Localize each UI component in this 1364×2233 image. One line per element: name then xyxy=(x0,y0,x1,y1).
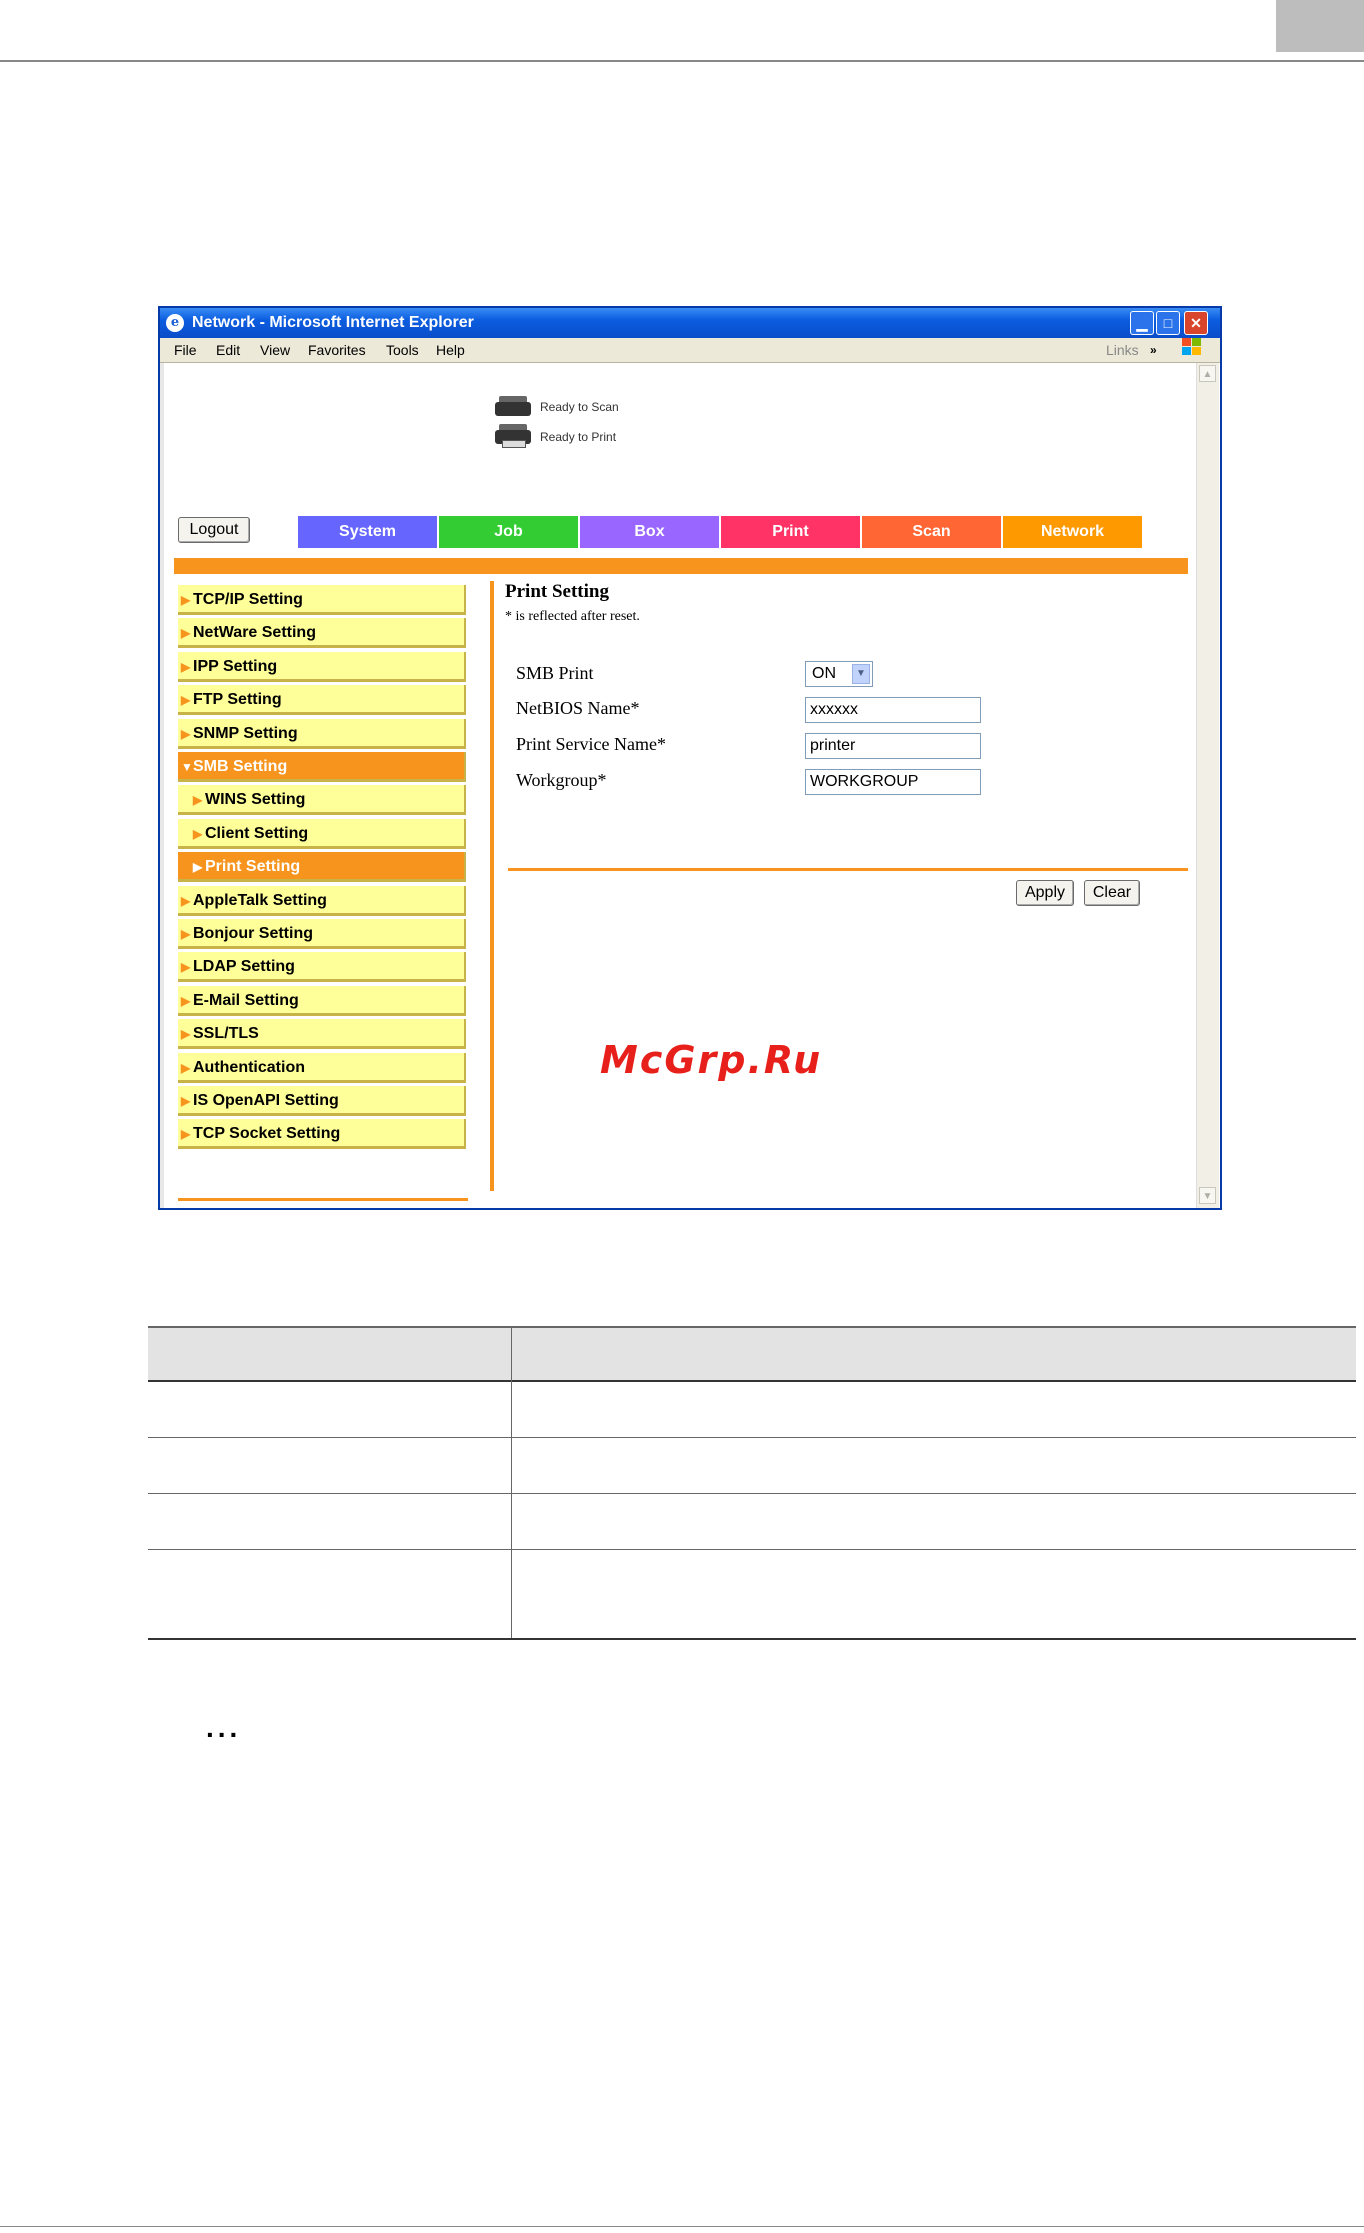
menu-view[interactable]: View xyxy=(260,342,291,358)
tab-network[interactable]: Network xyxy=(1003,516,1142,548)
sidebar-item-appletalk-setting[interactable] xyxy=(178,886,466,916)
sidebar-item-label: TCP/IP Setting xyxy=(193,591,303,608)
triangle-right-icon: ▶ xyxy=(181,727,191,741)
triangle-right-icon: ▶ xyxy=(181,894,191,908)
sidebar-item-label: IPP Setting xyxy=(193,658,278,675)
table-header xyxy=(148,1326,1356,1382)
triangle-down-icon: ▼ xyxy=(181,760,193,774)
workgroup-input[interactable]: WORKGROUP xyxy=(805,769,981,795)
triangle-right-icon: ▶ xyxy=(193,860,203,874)
print-status: Ready to Print xyxy=(540,430,617,444)
page-content xyxy=(160,363,1220,1208)
side-nav-bottom-rule xyxy=(178,1198,468,1201)
sidebar-item-label: SSL/TLS xyxy=(193,1025,259,1042)
watermark: McGrp.Ru xyxy=(600,1038,823,1082)
sidebar-item-label: E-Mail Setting xyxy=(193,992,299,1009)
smb-print-label: SMB Print xyxy=(516,663,594,683)
triangle-right-icon: ▶ xyxy=(181,1094,191,1108)
sidebar-item-netware-setting[interactable] xyxy=(178,618,466,648)
triangle-right-icon: ▶ xyxy=(181,1127,191,1141)
header-band xyxy=(174,558,1188,574)
window-titlebar xyxy=(160,308,1220,338)
triangle-right-icon: ▶ xyxy=(181,626,191,640)
links-label[interactable]: Links xyxy=(1106,342,1139,358)
sidebar-item-label: NetWare Setting xyxy=(193,624,316,641)
menu-tools[interactable]: Tools xyxy=(386,342,419,358)
sidebar-item-is-openapi-setting[interactable] xyxy=(178,1086,466,1116)
window-title: Network - Microsoft Internet Explorer xyxy=(192,314,474,331)
sidebar-item-snmp-setting[interactable] xyxy=(178,719,466,749)
sidebar-item-smb-setting[interactable] xyxy=(178,752,466,782)
triangle-right-icon: ▶ xyxy=(181,960,191,974)
sidebar-item-label: Authentication xyxy=(193,1059,305,1076)
sidebar-item-label: AppleTalk Setting xyxy=(193,892,327,909)
sidebar-item-label: IS OpenAPI Setting xyxy=(193,1092,339,1109)
sidebar-item-authentication[interactable] xyxy=(178,1053,466,1083)
netbios-name-input[interactable]: xxxxxx xyxy=(805,697,981,723)
print-service-name-label: Print Service Name* xyxy=(516,734,666,754)
sidebar-item-label: TCP Socket Setting xyxy=(193,1125,341,1142)
chevron-down-icon[interactable]: ▼ xyxy=(852,664,870,684)
tab-job[interactable]: Job xyxy=(439,516,578,548)
table-bottom-rule xyxy=(148,1638,1356,1640)
sidebar-item-ipp-setting[interactable] xyxy=(178,652,466,682)
sidebar-item-label: FTP Setting xyxy=(193,691,282,708)
logout-button[interactable]: Logout xyxy=(178,517,250,543)
sidebar-item-label: Client Setting xyxy=(205,825,309,842)
page-tab-marker xyxy=(1276,0,1364,52)
close-icon[interactable]: ✕ xyxy=(1184,311,1208,335)
table-column-divider xyxy=(511,1326,512,1640)
sidebar-item-bonjour-setting[interactable] xyxy=(178,919,466,949)
sidebar-item-label: LDAP Setting xyxy=(193,958,295,975)
clear-button[interactable]: Clear xyxy=(1084,880,1140,906)
sidebar-item-wins-setting[interactable] xyxy=(178,785,466,815)
sidebar-item-label: Print Setting xyxy=(205,858,301,875)
browser-window xyxy=(158,306,1222,1210)
menu-file[interactable]: File xyxy=(174,342,197,358)
menu-bar xyxy=(160,338,1220,363)
ellipsis: ... xyxy=(206,1712,242,1743)
netbios-name-label: NetBIOS Name* xyxy=(516,698,640,718)
sidebar-item-ssl-tls[interactable] xyxy=(178,1019,466,1049)
content-divider xyxy=(490,581,494,1191)
sidebar-item-ldap-setting[interactable] xyxy=(178,952,466,982)
menu-edit[interactable]: Edit xyxy=(216,342,241,358)
triangle-right-icon: ▶ xyxy=(181,1027,191,1041)
triangle-right-icon: ▶ xyxy=(181,1061,191,1075)
page-header-rule xyxy=(0,60,1364,62)
sidebar-item-tcp-socket-setting[interactable] xyxy=(178,1119,466,1149)
table-row xyxy=(148,1438,1356,1494)
minimize-icon[interactable]: ▁ xyxy=(1130,311,1154,335)
table-row xyxy=(148,1494,1356,1550)
triangle-right-icon: ▶ xyxy=(181,994,191,1008)
scroll-up-icon[interactable]: ▲ xyxy=(1199,365,1216,382)
tab-scan[interactable]: Scan xyxy=(862,516,1001,548)
sidebar-item-label: SNMP Setting xyxy=(193,725,298,742)
sidebar-item-print-setting[interactable] xyxy=(178,852,466,882)
scan-status: Ready to Scan xyxy=(540,400,619,414)
menu-help[interactable]: Help xyxy=(436,342,465,358)
triangle-right-icon: ▶ xyxy=(193,793,203,807)
tab-box[interactable]: Box xyxy=(580,516,719,548)
sidebar-item-client-setting[interactable] xyxy=(178,819,466,849)
menu-favorites[interactable]: Favorites xyxy=(308,342,366,358)
sidebar-item-ftp-setting[interactable] xyxy=(178,685,466,715)
workgroup-label: Workgroup* xyxy=(516,770,607,790)
sidebar-item-label: Bonjour Setting xyxy=(193,925,313,942)
page-title: Print Setting xyxy=(505,581,609,602)
table-row xyxy=(148,1382,1356,1438)
triangle-right-icon: ▶ xyxy=(181,927,191,941)
sidebar-item-tcp-ip-setting[interactable] xyxy=(178,585,466,615)
triangle-right-icon: ▶ xyxy=(181,693,191,707)
scanner-icon xyxy=(493,394,533,420)
triangle-right-icon: ▶ xyxy=(181,660,191,674)
print-service-name-input[interactable]: printer xyxy=(805,733,981,759)
form-rule xyxy=(508,868,1188,871)
sidebar-item-label: WINS Setting xyxy=(205,791,306,808)
ie-icon: e xyxy=(166,314,184,332)
sidebar-item-label: SMB Setting xyxy=(193,758,288,775)
apply-button[interactable]: Apply xyxy=(1016,880,1074,906)
printer-icon xyxy=(493,422,533,448)
page-footer-rule xyxy=(0,2226,1364,2227)
smb-print-value: ON xyxy=(812,665,836,682)
triangle-right-icon: ▶ xyxy=(181,593,191,607)
scroll-down-icon[interactable]: ▼ xyxy=(1199,1187,1216,1204)
vertical-scrollbar[interactable] xyxy=(1196,363,1219,1208)
tab-system[interactable]: System xyxy=(298,516,437,548)
content-edge xyxy=(160,363,164,1208)
sidebar-item-e-mail-setting[interactable] xyxy=(178,986,466,1016)
reset-note: * is reflected after reset. xyxy=(505,609,640,624)
maximize-icon[interactable]: □ xyxy=(1156,311,1180,335)
windows-logo-icon xyxy=(1182,338,1202,356)
smb-print-select[interactable] xyxy=(805,661,873,687)
triangle-right-icon: ▶ xyxy=(193,827,203,841)
tab-print[interactable]: Print xyxy=(721,516,860,548)
links-chevron-icon[interactable]: » xyxy=(1150,343,1157,357)
